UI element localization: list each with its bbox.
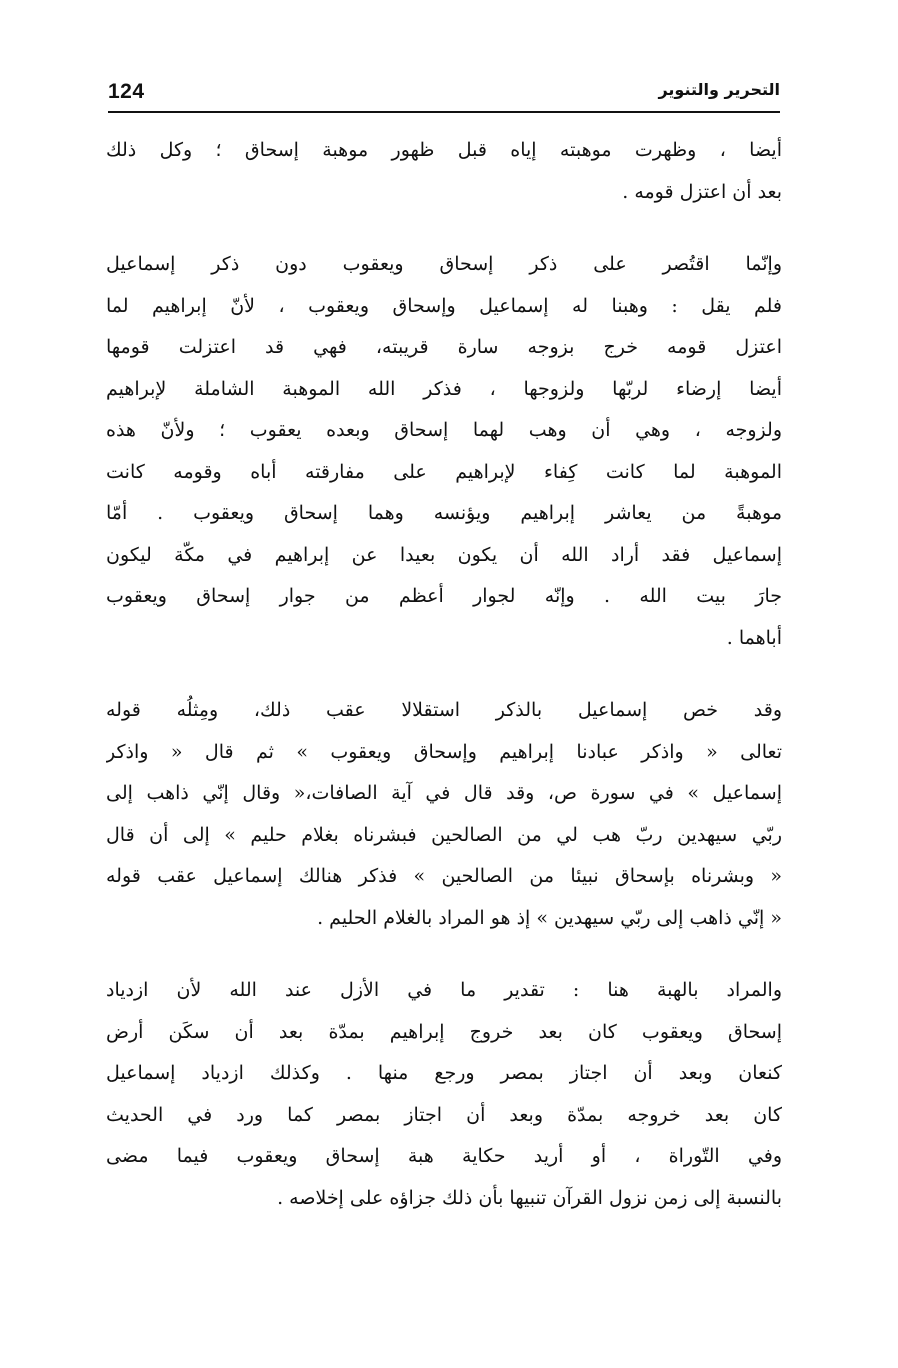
text-line: كنعان وبعد أن اجتاز بمصر ورجع منها . وكذلك ازدياد إسماعيل	[106, 1062, 782, 1084]
text-line: أيضا إرضاء لربّها ولزوجها ، فذكر الله الموهبة الشاملة لإبراهيم	[106, 377, 782, 400]
text-line: وقد خص إسماعيل بالذكر استقلالا عقب ذلك، ومِثلُه قوله	[106, 699, 782, 721]
header-rule	[108, 111, 780, 113]
body-text	[106, 130, 782, 1219]
page-header	[108, 76, 780, 110]
text-line: ولزوجه ، وهي أن وهب لهما إسحاق وبعده يعقوب ؛ ولأنّ هذه	[106, 419, 782, 441]
paragraph-1	[106, 130, 782, 213]
paragraph-3	[106, 690, 782, 939]
text-line: بالنسبة إلى زمن نزول القرآن تنبيها بأن ذلك جزاؤه على إخلاصه .	[277, 1186, 782, 1209]
page-number: 124	[108, 80, 145, 103]
text-line: وإنّما اقتُصر على ذكر إسحاق ويعقوب دون ذكر إسماعيل	[106, 253, 782, 275]
text-line: ربّي سيهدين ربّ هب لي من الصالحين فبشرناه بغلام حليم » إلى أن قال	[106, 823, 782, 846]
text-line: « وبشرناه بإسحاق نبيئا من الصالحين » فذكر هنالك إسماعيل عقب قوله	[106, 865, 782, 887]
text-line: جارَ بيت الله . وإنّه لجوار أعظم من جوار إسحاق ويعقوب	[106, 585, 782, 607]
text-line: فلم يقل : وهبنا له إسماعيل وإسحاق ويعقوب ، لأنّ إبراهيم لما	[106, 294, 782, 317]
running-title: التحرير والتنوير	[658, 80, 780, 99]
text-line: « إنّي ذاهب إلى ربّي سيهدين » إذ هو المراد بالغلام الحليم .	[317, 906, 782, 929]
paragraph-2	[106, 244, 782, 659]
text-line: إسماعيل فقد أراد الله أن يكون بعيدا عن إبراهيم في مكّة ليكون	[106, 543, 782, 566]
text-line: كان بعد خروجه بمدّة وبعد أن اجتاز بمصر كما ورد في الحديث	[106, 1103, 782, 1126]
text-line: إسماعيل » في سورة ص، وقد قال في آية الصافات،« وقال إنّي ذاهب إلى	[106, 782, 782, 804]
text-line: والمراد بالهبة هنا : تقدير ما في الأزل عند الله لأن ازدياد	[106, 979, 782, 1001]
text-line: بعد أن اعتزل قومه .	[622, 180, 782, 203]
text-line: تعالى « واذكر عبادنا إبراهيم وإسحاق ويعقوب » ثم قال « واذكر	[106, 740, 782, 763]
paragraph-4	[106, 970, 782, 1219]
text-line: موهبةً من يعاشر إبراهيم ويؤنسه وهما إسحاق ويعقوب . أمّا	[106, 502, 782, 524]
text-line: الموهبة لما كانت كِفاء لإبراهيم على مفارقته أباه وقومه كانت	[106, 460, 782, 483]
text-line: أباهما .	[726, 626, 782, 649]
text-line: وفي التّوراة ، أو أريد حكاية هبة إسحاق ويعقوب فيما مضى	[106, 1145, 782, 1167]
text-line: اعتزل قومه خرج بزوجه سارة قريبته، فهي قد اعتزلت قومها	[106, 336, 782, 358]
text-line: أيضا ، وظهرت موهبته إياه قبل ظهور موهبة إسحاق ؛ وكل ذلك	[106, 139, 782, 161]
text-line: إسحاق ويعقوب كان بعد خروج إبراهيم بمدّة بعد أن سكَن أرض	[106, 1020, 782, 1043]
